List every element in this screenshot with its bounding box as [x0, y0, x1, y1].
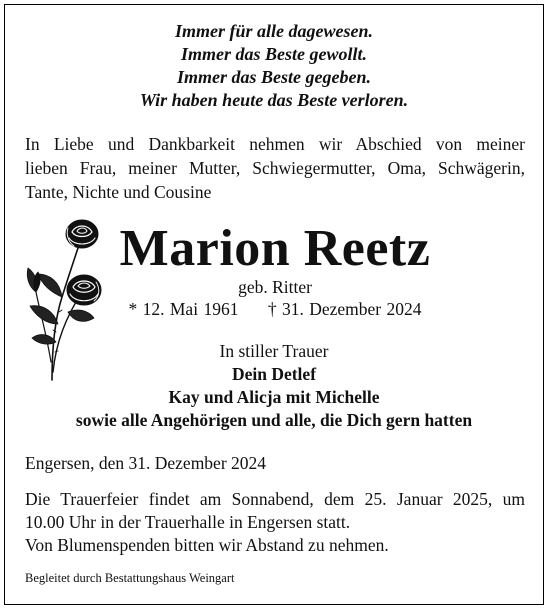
motto-line: Immer für alle dagewesen. — [175, 21, 373, 41]
intro-line: lieben Frau, meiner Mutter, Schwiegermutter, Oma, Schwägerin, — [25, 158, 525, 178]
motto-verse — [0, 20, 548, 112]
mourners-heading: In stiller Trauer — [219, 341, 329, 361]
undertaker-credit: Begleitet durch Bestattungshaus Weingart — [25, 571, 235, 585]
life-dates — [110, 298, 440, 320]
place-date: Engersen, den 31. Dezember 2024 — [25, 453, 267, 473]
funeral-line: 10.00 Uhr in der Trauerhalle in Engersen statt. — [25, 512, 351, 532]
birth-date: * 12. Mai 1961 — [128, 299, 239, 319]
motto-line: Immer das Beste gegeben. — [177, 67, 371, 87]
funeral-line: Von Blumenspenden bitten wir Abstand zu nehmen. — [25, 535, 389, 555]
death-date: † 31. Dezember 2024 — [267, 299, 422, 319]
funeral-line: Die Trauerfeier findet am Sonnabend, dem 25. Januar 2025, um — [25, 489, 525, 509]
intro-text — [25, 132, 525, 204]
intro-line: In Liebe und Dankbarkeit nehmen wir Abschied von meiner — [25, 134, 525, 154]
mourners-block — [0, 340, 548, 432]
mourner-line: sowie alle Angehörigen und alle, die Dich gern hatten — [75, 410, 473, 430]
maiden-name: geb. Ritter — [238, 277, 312, 297]
motto-line: Immer das Beste gewollt. — [181, 44, 367, 64]
mourner-line: Kay und Alicja mit Michelle — [168, 387, 380, 407]
mourner-line: Dein Detlef — [231, 364, 317, 384]
motto-line: Wir haben heute das Beste verloren. — [139, 90, 409, 110]
intro-line: Tante, Nichte und Cousine — [25, 182, 212, 202]
funeral-notice — [25, 488, 525, 557]
deceased-name: Marion Reetz — [119, 220, 431, 277]
